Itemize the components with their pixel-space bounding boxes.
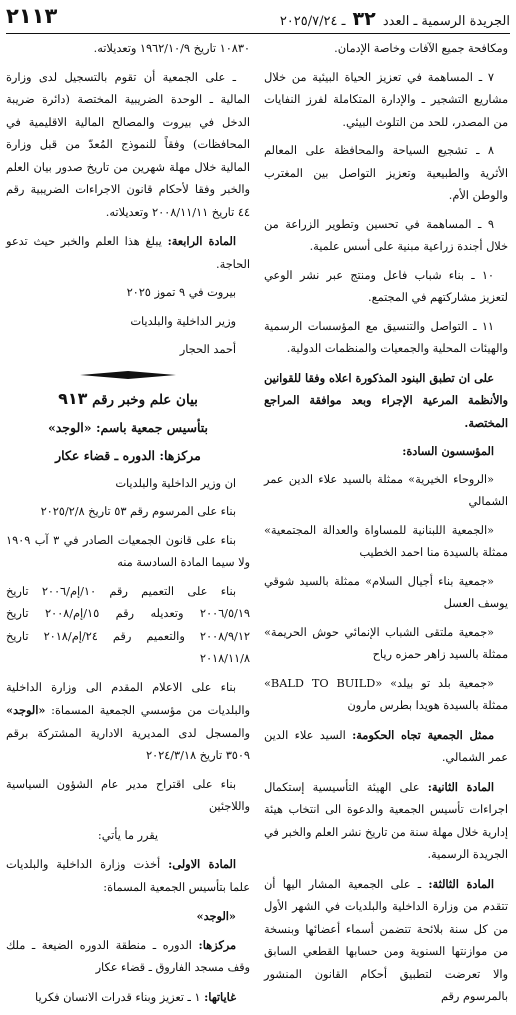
right-column — [264, 38, 508, 1015]
issue-number: ٣٢ — [352, 8, 376, 30]
preamble-proposal: بناء على اقتراح مدير عام الشؤون السياسية واللاجئين — [6, 777, 250, 813]
preamble-circulars: بناء على التعميم رقم ١٠/إم/٢٠٠٦ تاريخ ٢٠٠٦/٥/١٩ وتعديله رقم ١٥/إم/٢٠٠٨ تاريخ ٢٠٠٨/٩/١٢ والتعميم رقم ٢٤/إم/٢٠١٨ تاريخ ٢٠١٨/١١/٨ — [6, 584, 250, 665]
section-divider — [6, 368, 250, 382]
header-rule — [6, 33, 510, 34]
goals-text: ١ ـ تعزيز وبناء قدرات الانسان فكريا — [35, 990, 205, 1004]
association-name-line: «الوجد» — [196, 909, 236, 923]
goals — [6, 986, 250, 1010]
signature-place-date: بيروت في ٩ تموز ٢٠٢٥ — [126, 286, 236, 299]
article-2-label: المادة الثانية: — [427, 779, 494, 794]
decision-heading: يقرر ما يأتي: — [97, 828, 159, 842]
article-1-label: المادة الاولى: — [168, 857, 236, 871]
government-representative — [264, 724, 508, 770]
notice-subtitle: بتأسيس جمعية باسم: «الوجد» — [47, 419, 209, 435]
headquarters — [6, 934, 250, 980]
notice-number: ٩١٣ — [58, 388, 88, 408]
goal-item-9: ٩ ـ المساهمة في تحسين وتطوير الزراعة من خلال أجندة زراعية مبنية على أسس علمية. — [264, 217, 508, 253]
founder-4: «جمعية ملتقى الشباب الإنمائي حوش الحريمة» ممثلة بالسيد زاهر حمزه رياح — [264, 625, 508, 661]
compliance-clause: على ان تطبق البنود المذكورة اعلاه وفقا للقوانين والأنظمة المرعية الإجراء وبعد موافقة المراجع المختصة. — [264, 370, 508, 430]
rep-label: ممثل الجمعية تجاه الحكومة: — [352, 727, 494, 742]
founders-heading: المؤسسون السادة: — [402, 444, 494, 458]
preamble-decree: بناء على المرسوم رقم ٥٣ تاريخ ٢٠٢٥/٢/٨ — [40, 505, 236, 518]
article-4-label: المادة الرابعة: — [167, 234, 236, 248]
paragraph: ومكافحة جميع الآفات وخاصة الإدمان. — [334, 42, 508, 55]
preamble-notification — [6, 677, 250, 768]
goal-item-11: ١١ ـ التواصل والتنسيق مع المؤسسات الرسمية والهيئات المحلية والجمعيات والمنظمات الدولية. — [264, 319, 508, 355]
article-4 — [6, 230, 250, 276]
goal-item-7: ٧ ـ المساهمة في تعزيز الحياة البيئية من خلال مشاريع التشجير ـ والإدارة المتكاملة لفرز النفايات من المصدر، للحد من التلوث البيئي. — [264, 70, 508, 129]
article-2-text: على الهيئة التأسيسية إستكمال اجراءات تأسيس الجمعية والدعوة الى انتخاب هيئة إدارية خلال مهلة سنة من تاريخ نشر العلم والخبر في الجريدة الرسمية. — [264, 780, 508, 861]
preamble-law: بناء على قانون الجمعيات الصادر في ٣ آب ١٩٠٩ ولا سيما المادة السادسة منه — [6, 533, 250, 569]
notice-location: مركزها: الدوره ـ قضاء عكار — [55, 447, 201, 463]
notice-title-text: بيان علم وخبر رقم — [92, 391, 198, 408]
notice-title — [6, 388, 250, 411]
article-1 — [6, 853, 250, 899]
headquarters-text: الدوره ـ منطقة الدوره الضيعة ـ ملك وقف مسجد الفاروق ـ قضاء عكار — [6, 938, 250, 974]
founder-3: «جمعية بناء أجيال السلام» ممثلة بالسيد شوقي يوسف العسل — [264, 574, 508, 610]
signature-name: أحمد الحجار — [179, 343, 236, 356]
founder-5: «جمعية بلد تو بيلد» «BALD TO BUILD» ممثلة بالسيدة هويدا بطرس مارون — [264, 676, 508, 712]
left-column — [6, 38, 250, 1015]
gazette-name: الجريدة الرسمية ـ العدد — [382, 14, 510, 29]
paragraph: ١٠٨٣٠ تاريخ ١٩٦٢/١٠/٩ وتعديلاته. — [93, 42, 250, 55]
divider-ornament — [80, 371, 176, 379]
gazette-issue-line — [280, 8, 510, 30]
rep-value: السيد علاء الدين عمر الشمالي. — [264, 728, 508, 764]
issue-date: ـ ٢٠٢٥/٧/٢٤ — [279, 14, 346, 29]
signature-title: وزير الداخلية والبلديات — [130, 314, 236, 328]
headquarters-label: مركزها: — [198, 937, 236, 952]
goal-item-8: ٨ ـ تشجيع السياحة والمحافظة على المعالم الأثرية والطبيعية وتعزيز التواصل بين المغترب والوطن الأم. — [264, 144, 508, 202]
article-3 — [264, 873, 508, 1009]
preamble-minister: ان وزير الداخلية والبلديات — [115, 476, 236, 490]
article-4-text: يبلغ هذا العلم والخبر حيث تدعو الحاجة. — [6, 235, 250, 271]
goal-item-10: ١٠ ـ بناء شباب فاعل ومنتج عبر نشر الوعي لتعزيز مشاركتهم في المجتمع. — [264, 268, 508, 304]
goals-label: غاياتها: — [204, 989, 236, 1004]
association-name: «الوجد» — [6, 703, 46, 717]
article-3-label: المادة الثالثة: — [428, 876, 494, 891]
notification-text-a: بناء على الاعلام المقدم الى وزارة الداخلية والبلديات من مؤسسي الجمعية المسماة: — [6, 680, 250, 717]
founder-2: «الجمعية اللبنانية للمساواة والعدالة المجتمعية» ممثلة بالسيدة منا احمد الخطيب — [264, 523, 508, 559]
notification-text-b: والمسجل لدى المديرية الادارية المشتركة برقم ٣٥٠٩ تاريخ ٢٠٢٤/٣/١٨ — [6, 726, 250, 762]
article-3-text: ـ على الجمعية المشار اليها أن تتقدم من وزارة الداخلية والبلديات في الشهر الأول من كل سنة بلائحة تتضمن أسماء أعضائها وبنسخة من موازنتها السنوية ومن حسابها القطعي السابق والا تعرضت لتطبيق أحكام القانون المنشور بالمرسوم رقم — [264, 877, 508, 1003]
page-header — [6, 4, 510, 30]
article-2 — [264, 776, 508, 867]
article-1-text: أخذت وزارة الداخلية والبلديات علما بتأسيس الجمعية المسماة: — [6, 858, 250, 894]
tax-registration-clause: ـ على الجمعية أن تقوم بالتسجيل لدى وزارة المالية ـ الوحدة الضريبية المختصة (دائرة ضريبة الدخل في بيروت والمصالح المالية الاقليمية في المحافظات) وفقاً للنموذج المُعدّ من قبل وزارة المالية خلال مهلة شهرين من تاريخ صدور بيان العلم والخبر وفقا لأحكام قانون الاجراءات الضريبية رقم ٤٤ تاريخ ٢٠٠٨/١١/١١ وتعديلاته. — [6, 70, 250, 219]
page-number: ٢١١٣ — [6, 4, 58, 28]
founder-1: «الروحاء الخيرية» ممثلة بالسيد علاء الدين عمر الشمالي — [264, 472, 508, 508]
